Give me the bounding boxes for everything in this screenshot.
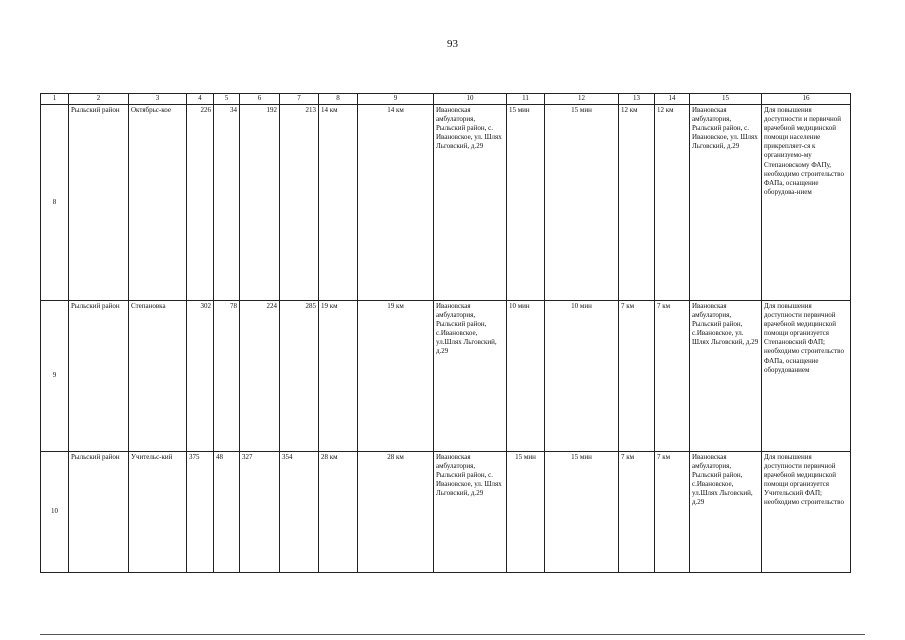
settlement-cell: Степановка (129, 301, 187, 452)
note-cell: Для повышения доступности и первичной врачебной медицинской помощи население прикрепляет-ся к организуемо-му Степановскому ФАПу, необходимо строительство ФАПа, оснащение оборудова-нием (762, 105, 851, 301)
table-cell: 327 (240, 452, 280, 573)
facility-cell: Ивановская амбулатория, Рыльский район, с. Ивановское, ул. Шлях Льговский, д.29 (690, 105, 762, 301)
table-cell: 7 км (655, 301, 690, 452)
district-cell: Рыльский район (69, 301, 129, 452)
table-cell: 12 км (655, 105, 690, 301)
facility-cell: Ивановская амбулатория, Рыльский район, с.Ивановское, ул. Шлях Льговский, д.29 (690, 301, 762, 452)
table-cell: 19 км (319, 301, 358, 452)
header-cell: 16 (762, 94, 851, 105)
table-cell: 10 мин (545, 301, 619, 452)
table-row (41, 301, 851, 452)
note-cell: Для повышения доступности первичной врачебной медицинской помощи организуется Степановский ФАП; необходимо строительство ФАПа, оснащение оборудованием (762, 301, 851, 452)
table-cell: 10 мин (507, 301, 545, 452)
table-cell: 7 км (619, 301, 655, 452)
district-cell: Рыльский район (69, 105, 129, 301)
table-cell: 224 (240, 301, 280, 452)
page-number: 93 (447, 38, 458, 50)
facility-cell: Ивановская амбулатория, Рыльский район, с. Ивановское, ул. Шлях Льговский, д.29 (434, 105, 507, 301)
table-cell: 15 мин (507, 452, 545, 573)
table-cell: 28 км (319, 452, 358, 573)
table-cell: 375 (187, 452, 214, 573)
table-cell: 78 (214, 301, 240, 452)
table-cell: 14 км (319, 105, 358, 301)
header-cell: 6 (240, 94, 280, 105)
table-cell: 226 (187, 105, 214, 301)
table-cell: 15 мин (507, 105, 545, 301)
table-cell: 285 (280, 301, 319, 452)
facility-cell: Ивановская амбулатория, Рыльский район, с.Ивановское, ул.Шлях Льговский, д.29 (690, 452, 762, 573)
table-cell: 12 км (619, 105, 655, 301)
table-cell: 192 (240, 105, 280, 301)
note-cell: Для повышения доступности первичной врачебной медицинской помощи организуется Учительский ФАП; необходимо строительство (762, 452, 851, 573)
settlement-cell: Октябрьс-кое (129, 105, 187, 301)
header-cell: 8 (319, 94, 358, 105)
settlement-cell: Учительс-кий (129, 452, 187, 573)
page-bottom-rule (40, 634, 865, 635)
district-cell: Рыльский район (69, 452, 129, 573)
header-cell: 11 (507, 94, 545, 105)
table-cell: 15 мин (545, 105, 619, 301)
header-cell: 7 (280, 94, 319, 105)
table-cell: 48 (214, 452, 240, 573)
table-cell: 34 (214, 105, 240, 301)
header-cell: 13 (619, 94, 655, 105)
table-cell: 14 км (358, 105, 434, 301)
table-row (41, 452, 851, 573)
table-row (41, 105, 851, 301)
row-number: 10 (41, 452, 69, 573)
header-cell: 9 (358, 94, 434, 105)
header-cell: 5 (214, 94, 240, 105)
header-cell: 3 (129, 94, 187, 105)
header-row (41, 94, 851, 105)
table-cell: 7 км (619, 452, 655, 573)
header-cell: 4 (187, 94, 214, 105)
header-cell: 10 (434, 94, 507, 105)
table-cell: 7 км (655, 452, 690, 573)
header-cell: 14 (655, 94, 690, 105)
table-cell: 15 мин (545, 452, 619, 573)
row-number: 8 (41, 105, 69, 301)
table-cell: 28 км (358, 452, 434, 573)
table-cell: 213 (280, 105, 319, 301)
facility-cell: Ивановская амбулатория, Рыльский район, с. Ивановское, ул. Шлях Льговский, д.29 (434, 452, 507, 573)
row-number: 9 (41, 301, 69, 452)
header-cell: 15 (690, 94, 762, 105)
header-cell: 2 (69, 94, 129, 105)
table-cell: 19 км (358, 301, 434, 452)
facility-cell: Ивановская амбулатория, Рыльский район, с.Ивановское, ул.Шлях Льговский, д.29 (434, 301, 507, 452)
data-table (40, 93, 851, 573)
table-cell: 354 (280, 452, 319, 573)
header-cell: 1 (41, 94, 69, 105)
header-cell: 12 (545, 94, 619, 105)
table-cell: 302 (187, 301, 214, 452)
